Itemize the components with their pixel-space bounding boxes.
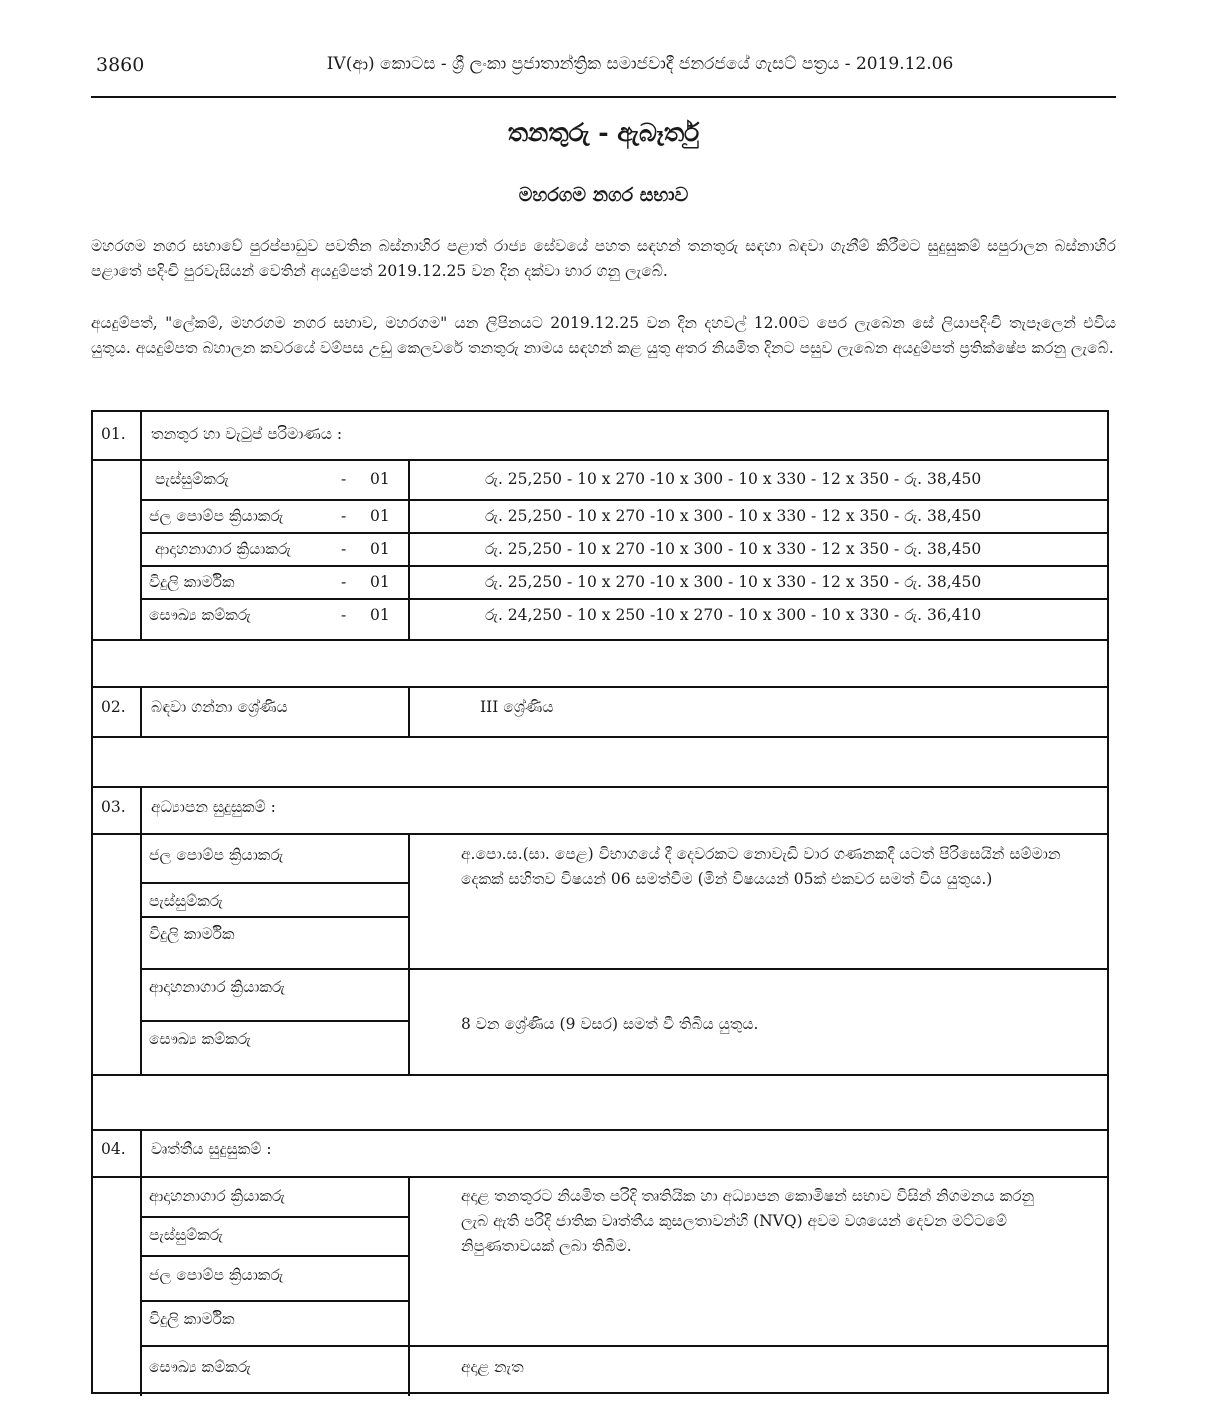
- section-heading: වෘත්තීය සුදුසුකම් :: [151, 1140, 272, 1158]
- post-name: ආදාහනාගාර ක්‍රියාකරු: [149, 1187, 285, 1205]
- page-title: තනතුරු - ඇබෑර්තු: [507, 118, 700, 147]
- table-rule: [93, 459, 1107, 461]
- salary-scale: රු. 25,250 - 10 x 270 -10 x 300 - 10 x 330 - 12 x 350 - රු. 38,450: [485, 573, 982, 591]
- table-rule: [140, 916, 410, 918]
- post-name: විදුලි කාර්මික: [149, 1310, 235, 1328]
- salary-scale: රු. 24,250 - 10 x 250 -10 x 270 - 10 x 300 - 10 x 330 - රු. 36,410: [485, 606, 982, 624]
- post-count: 01: [370, 606, 390, 624]
- post-count: 01: [370, 540, 390, 558]
- post-name: ආදාහනාගාර ක්‍රියාකරු: [149, 978, 285, 996]
- salary-scale: රු. 25,250 - 10 x 270 -10 x 300 - 10 x 330 - 12 x 350 - රු. 38,450: [485, 507, 982, 525]
- table-rule: [140, 412, 142, 641]
- post-name: සෞඛ්‍ය කම්කරු: [149, 1030, 251, 1048]
- post-name: ජල පොම්ප ක්‍රියාකරු: [149, 507, 284, 525]
- table-rule: [93, 1129, 1107, 1131]
- grade-value: III ශ්‍රේණිය: [480, 698, 554, 716]
- table-rule: [140, 786, 142, 1076]
- post-dash: -: [341, 470, 347, 488]
- application-paragraph: අයදුම්පත්, "ලේකම්, මහරගම නගර සභාව, මහරගම" යන ලිපිනයට 2019.12.25 වන දින දහවල් 12.00ට පෙර ලැබෙන සේ ලියාපදිංචි තැපෑලෙන් එවිය යුතුය. අයදුම්පත බහාලන කවරයේ වම්පස උඩු කෙලවරේ තනතුරු නාමය සඳහන් කළ යුතු අතර නියමිත දිනට පසුව ලැබෙන අයදුම්පත් ප්‍රතික්ෂේප කරනු ලැබේ.: [91, 314, 1116, 357]
- post-dash: -: [341, 507, 347, 525]
- post-name: ජල පොම්ප ක්‍රියාකරු: [149, 846, 284, 864]
- intro-paragraph: මහරගම නගර සභාවේ පුරප්පාඩුව පවතින බස්නාහිර පළාත් රාජ්‍ය සේවයේ පහත සඳහන් තනතුරු සඳහා බඳවා ගැනීම් කිරීමට සුදුසුකම් සපුරාලන බස්නාහිර පළාතේ පදිංචි පුරවැසියන් වෙතින් අයදුම්පත් 2019.12.25 වන දින දක්වා භාර ගනු ලැබේ.: [91, 237, 1116, 280]
- post-count: 01: [370, 507, 390, 525]
- post-name: ආදාහනාගාර ක්‍රියාකරු: [155, 540, 291, 558]
- table-rule: [140, 532, 1107, 534]
- vacancy-table: [91, 410, 1109, 1394]
- section-number: 01.: [101, 425, 126, 443]
- table-rule: [93, 786, 1107, 788]
- section-heading: අධ්‍යාපන සුදුසුකම් :: [151, 798, 276, 816]
- section-number: 03.: [101, 798, 126, 816]
- table-rule: [408, 1176, 410, 1396]
- header-rule: [91, 96, 1116, 98]
- page-number: 3860: [96, 54, 145, 76]
- post-name: පැස්සුම්කරු: [149, 892, 223, 910]
- post-dash: -: [341, 573, 347, 591]
- page-subtitle: මහරගම නගර සභාව: [518, 184, 689, 206]
- table-rule: [93, 1074, 1107, 1076]
- table-rule: [93, 639, 1107, 641]
- post-dash: -: [341, 606, 347, 624]
- post-name: ජල පොම්ප ක්‍රියාකරු: [149, 1266, 284, 1284]
- table-rule: [408, 686, 410, 738]
- table-rule: [140, 686, 142, 738]
- salary-scale: රු. 25,250 - 10 x 270 -10 x 300 - 10 x 330 - 12 x 350 - රු. 38,450: [485, 470, 982, 488]
- vocational-requirement: අදාළ නැත: [461, 1358, 524, 1376]
- running-header: IV(ආ) කොටස - ශ්‍රී ලංකා ප්‍රජාතාන්ත්‍රික සමාජවාදී ජනරජයේ ගැසට් පත්‍රය - 2019.12.06: [326, 54, 954, 74]
- table-rule: [140, 499, 1107, 501]
- section-number: 02.: [101, 698, 126, 716]
- post-name: සෞඛ්‍ය කම්කරු: [149, 606, 251, 624]
- table-rule: [140, 882, 410, 884]
- table-rule: [93, 686, 1107, 688]
- salary-scale: රු. 25,250 - 10 x 270 -10 x 300 - 10 x 330 - 12 x 350 - රු. 38,450: [485, 540, 982, 558]
- table-rule: [93, 1176, 1107, 1178]
- section-heading: බඳවා ගන්නා ශ්‍රේණිය: [151, 698, 288, 716]
- table-rule: [140, 1255, 410, 1257]
- education-requirement: අ.පො.ස.(සා. පෙළ) විභාගයේ දී දෙවරකට නොවැඩි වාර ගණනකදී යටත් පිරිසෙයින් සම්මාන දෙකක් සහිතව විෂයන් 06 සමත්වීම (මින් විෂයයන් 05ක් එකවර සමත් විය යුතුය.): [461, 845, 1061, 888]
- vocational-requirement: අදාළ තනතුරට නියමිත පරිදි තෘතියික හා අධ්‍යාපන කොමිෂන් සභාව විසින් නිගමනය කරනු ලැබ ඇති පරිදි ජාතික වෘත්තීය කුසලතාවන්හි (NVQ) අවම වශයෙන් දෙවන මට්ටමේ නිපුණතාවයක් ලබා තිබීම.: [461, 1187, 1035, 1255]
- table-rule: [140, 1020, 410, 1022]
- table-rule: [93, 736, 1107, 738]
- table-rule: [140, 565, 1107, 567]
- table-rule: [93, 833, 1107, 835]
- post-count: 01: [370, 470, 390, 488]
- post-count: 01: [370, 573, 390, 591]
- table-rule: [408, 459, 410, 641]
- table-rule: [140, 1129, 142, 1396]
- post-name: සෞඛ්‍ය කම්කරු: [149, 1358, 251, 1376]
- section-number: 04.: [101, 1140, 126, 1158]
- post-name: පැස්සුම්කරු: [149, 1226, 223, 1244]
- post-name: පැස්සුම්කරු: [155, 470, 229, 488]
- post-name: විදුලි කාර්මික: [149, 925, 235, 943]
- post-name: විදුලි කාර්මික: [149, 573, 235, 591]
- section-heading: තනතුර හා වැටුප් පරිමාණය :: [151, 425, 343, 443]
- table-rule: [408, 833, 410, 1076]
- table-rule: [140, 1216, 410, 1218]
- table-rule: [140, 598, 1107, 600]
- table-rule: [140, 1345, 1107, 1347]
- post-dash: -: [341, 540, 347, 558]
- education-requirement: 8 වන ශ්‍රේණිය (9 වසර) සමත් වී තිබිය යුතුය.: [461, 1015, 759, 1033]
- table-rule: [140, 968, 1107, 970]
- table-rule: [140, 1300, 410, 1302]
